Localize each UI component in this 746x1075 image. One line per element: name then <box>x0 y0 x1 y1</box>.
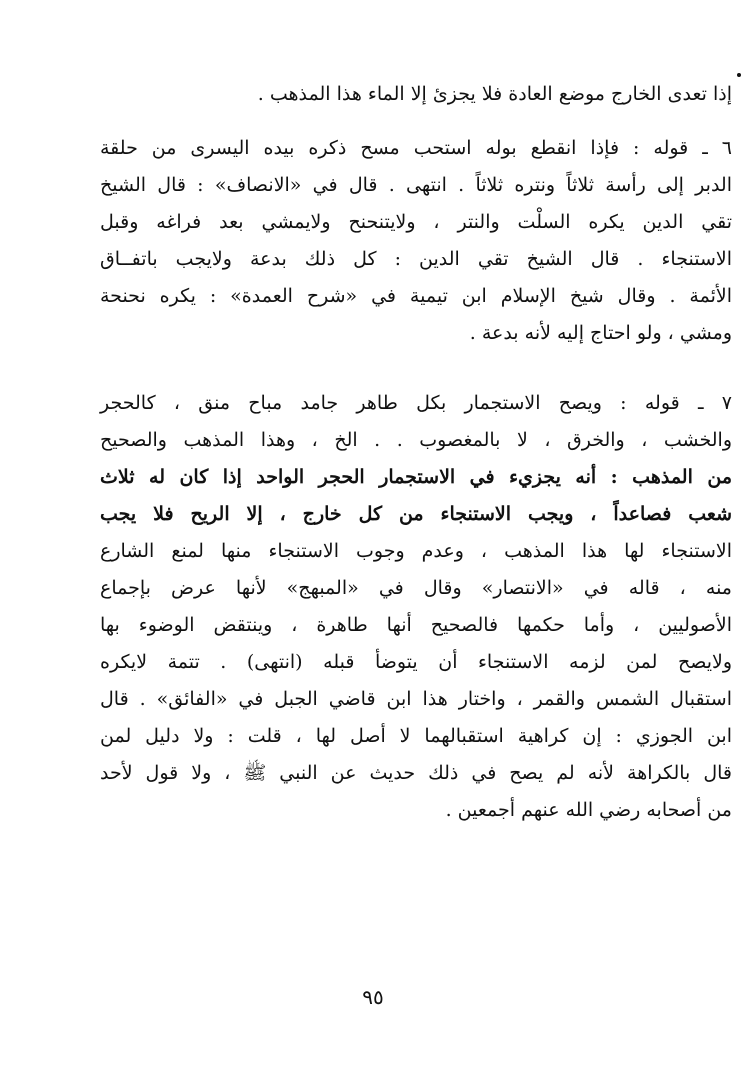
text-line: منه ، قاله في «الانتصار» وقال في «المبهج» لأنها عرض بإجماع <box>100 577 732 599</box>
text-line: إذا تعدى الخارج موضع العادة فلا يجزئ إلا الماء هذا المذهب . <box>257 83 732 105</box>
paragraph-continuation <box>100 76 732 113</box>
text-line: الأئمة . وقال شيخ الإسلام ابن تيمية في «شرح العمدة» : يكره نحنحة <box>100 285 732 307</box>
text-line: ابن الجوزي : إن كراهية استقبالهما لا أصل لها ، قلت : ولا دليل لمن <box>100 725 732 747</box>
text-line: ٦ ـ قوله : فإذا انقطع بوله استحب مسح ذكره بيده اليسرى من حلقة <box>100 137 733 159</box>
text-line: استقبال الشمس والقمر ، واختار هذا ابن قاضي الجبل في «الفائق» . قال <box>100 688 732 710</box>
page-number: ٩٥ <box>362 985 384 1009</box>
paragraph-note-7 <box>100 385 732 829</box>
text-line: الاستنجاء لها هذا المذهب ، وعدم وجوب الاستنجاء منها لمنع الشارع <box>100 540 732 562</box>
text-line: شعب فصاعداً ، ويجب الاستنجاء من كل خارج ، إلا الريح فلا يجب <box>100 503 732 525</box>
text-line: الدبر إلى رأسة ثلاثاً ونتره ثلاثاً . انتهى . قال في «الانصاف» : قال الشيخ <box>100 174 732 196</box>
text-line: قال بالكراهة لأنه لم يصح في ذلك حديث عن النبي ﷺ ، ولا قول لأحد <box>100 762 732 784</box>
text-line: من المذهب : أنه يجزيء في الاستجمار الحجر الواحد إذا كان له ثلاث <box>100 466 732 488</box>
text-line: الاستنجاء . قال الشيخ تقي الدين : كل ذلك بدعة ولايجب باتفــاق <box>100 248 732 270</box>
text-line: من أصحابه رضي الله عنهم أجمعين . <box>445 799 732 821</box>
text-line: تقي الدين يكره السلْت والنتر ، ولايتنحنح ولايمشي بعد فراغه وقبل <box>100 211 732 233</box>
text-line: ٧ ـ قوله : ويصح الاستجمار بكل طاهر جامد مباح منق ، كالحجر <box>100 392 732 414</box>
margin-dot <box>737 73 741 77</box>
text-line: ولايصح لمن لزمه الاستنجاء أن يتوضأ قبله (انتهى) . تتمة لايكره <box>100 651 732 673</box>
text-line: ومشي ، ولو احتاج إليه لأنه بدعة . <box>469 322 732 344</box>
text-line: والخشب ، والخرق ، لا بالمغصوب . . الخ ، وهذا المذهب والصحيح <box>100 429 732 451</box>
text-line: الأصوليين ، وأما حكمها فالصحيح أنها طاهرة ، وينتقض الوضوء بها <box>100 614 732 636</box>
paragraph-note-6 <box>100 130 732 352</box>
